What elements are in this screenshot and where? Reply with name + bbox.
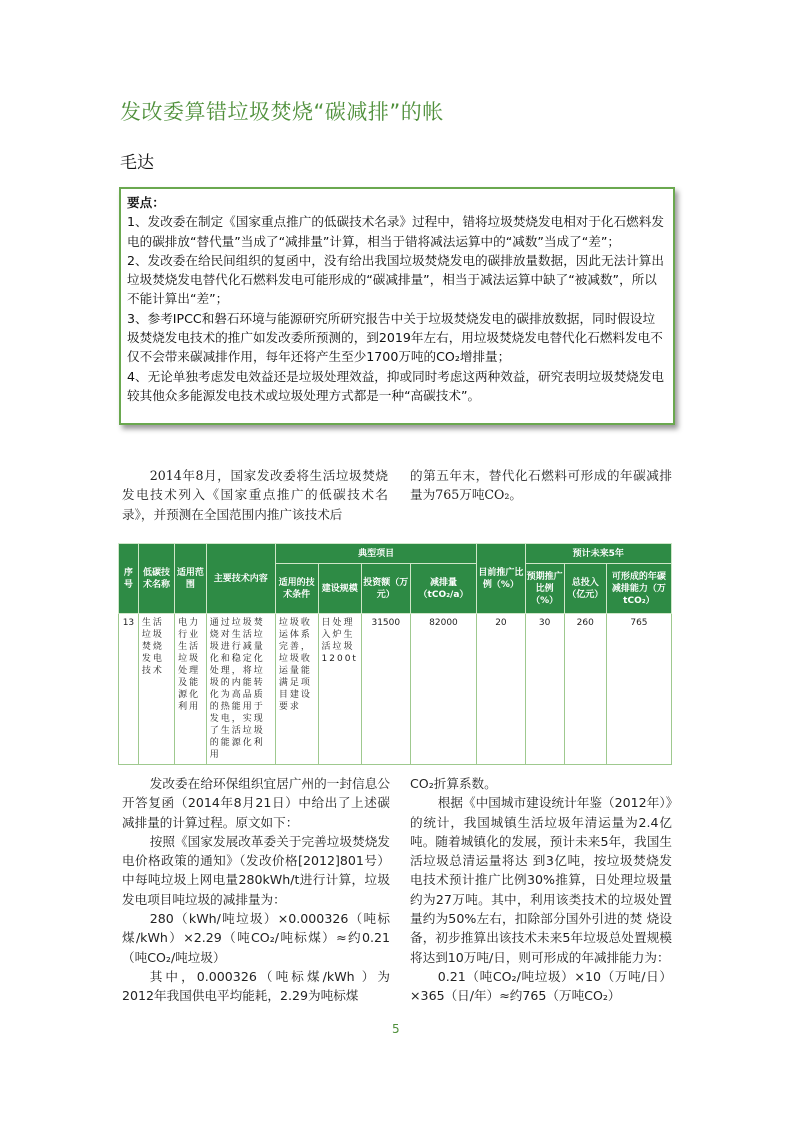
key-points-box (119, 187, 675, 425)
key-point: 4、无论单独考虑发电效益还是垃圾处理效益，抑或同时考虑这两种效益，研究表明垃圾焚烧发电较其他众多能源发电技术或垃圾处理方式都是一种“高碳技术”。 (127, 368, 664, 403)
cell-ratio: 20 (477, 614, 525, 765)
paragraph: CO₂折算系数。 (410, 776, 497, 791)
th-no: 序号 (119, 544, 139, 614)
intro-right (410, 466, 672, 505)
intro-paragraph-cont: 的第五年末，替代化石燃料可形成的年碳减排量为765万吨CO₂。 (410, 468, 672, 503)
th-cond: 适用的技术条件 (275, 564, 318, 614)
paragraph: 根据《中国城市建设统计年鉴（2012年）》的统计，我国城镇生活垃圾年清运量为2.4亿吨。随着城镇化的发展，预计未来5年，我国生活垃圾总清运量将达 到3亿吨，按垃圾焚烧发电技术预计推广比例30%推算，日处理垃圾量约为27万吨。其中，利用该类技术的垃圾处置量约为50%左右，扣除部分国外引进的焚 烧设备，初步推算出该技术未来5年垃圾总处置规模将达到10万吨/日，则可形成的年减排能力为： (410, 795, 672, 965)
body-right-column (410, 774, 672, 1006)
th-invest: 投资额（万元） (361, 564, 410, 614)
th-capacity: 可形成的年碳减排能力（万tCO₂） (606, 564, 671, 614)
cell-scale: 日处理入炉生活垃圾1200t (318, 614, 361, 765)
page-number: 5 (392, 1022, 400, 1036)
paragraph: 按照《国家发展改革委关于完善垃圾焚烧发电价格政策的通知》（发改价格[2012]801号）中每吨垃圾上网电量280kWh/t进行计算，垃圾发电项目吨垃圾的减排量为： (122, 833, 390, 907)
th-scale: 建设规模 (318, 564, 361, 614)
cell-cond: 垃圾收运体系完善，垃圾收运量能满足项目建设要求 (275, 614, 318, 765)
formula: 280（kWh/吨垃圾）×0.000326（吨标煤/kWh）×2.29（吨CO₂/吨标煤）≈约0.21（吨CO₂/吨垃圾） (122, 911, 390, 965)
th-total: 总投入（亿元） (564, 564, 606, 614)
article-title: 发改委算错垃圾焚烧“碳减排”的帐 (120, 100, 444, 124)
cell-name: 生活垃圾焚烧发电技术 (138, 614, 174, 765)
cell-scope: 电力行业生活垃圾处理及能源化利用 (175, 614, 207, 765)
key-point: 3、参考IPCC和磐石环境与能源研究所研究报告中关于垃圾焚烧发电的碳排放数据，同时假设垃圾焚烧发电技术的推广如发改委所预测的，到2019年左右，用垃圾焚烧发电替代化石燃料发电不仅不会带来碳减排作用，每年还将产生至少1700万吨的CO₂增排量； (127, 310, 663, 365)
key-point: 2、发改委在给民间组织的复函中，没有给出我国垃圾焚烧发电的碳排放量数据，因此无法计算出垃圾焚烧发电替代化石燃料发电可能形成的“碳减排量”，相当于减法运算中缺了“被减数”，所以不能计算出“差”； (127, 252, 664, 307)
body-left-column (122, 774, 390, 1006)
th-future: 预计未来5年 (525, 544, 671, 564)
cell-content: 通过垃圾焚烧对生活垃圾进行减量化和稳定化处理，将垃圾的内能转化为高品质的热能用于发电，实现了生活垃圾的能源化利用 (206, 614, 275, 765)
paragraph: 发改委在给环保组织宜居广州的一封信息公开答复函（2014年8月21日）中给出了上述碳减排量的计算过程。原文如下： (122, 776, 390, 830)
th-reduce: 减排量（tCO₂/a） (410, 564, 477, 614)
low-carbon-tech-table (118, 543, 672, 765)
key-points-heading: 要点： (127, 195, 165, 210)
key-point: 1、发改委在制定《国家重点推广的低碳技术名录》过程中，错将垃圾焚烧发电相对于化石燃料发电的碳排放“替代量”当成了“减排量”计算，相当于错将减法运算中的“减数”当成了“差”； (127, 214, 664, 249)
cell-exp-ratio: 30 (525, 614, 564, 765)
cell-capacity: 765 (606, 614, 671, 765)
th-name: 低碳技术名称 (138, 544, 174, 614)
cell-reduce: 82000 (410, 614, 477, 765)
cell-no: 13 (119, 614, 139, 765)
th-content: 主要技术内容 (206, 544, 275, 614)
intro-left (122, 466, 388, 524)
cell-invest: 31500 (361, 614, 410, 765)
th-scope: 适用范围 (175, 544, 207, 614)
paragraph: 其中，0.000326（吨标煤/kWh ）为2012年我国供电平均能耗，2.29为吨标煤 (122, 968, 390, 1004)
table-row (119, 614, 672, 765)
author: 毛达 (120, 153, 154, 173)
th-ratio: 目前推广比例（%） (477, 544, 525, 614)
intro-paragraph: 2014年8月，国家发改委将生活垃圾焚烧发电技术列入《国家重点推广的低碳技术名录》，并预测在全国范围内推广该技术后 (122, 468, 388, 522)
th-exp-ratio: 预期推广比例（%） (525, 564, 564, 614)
formula: 0.21（吨CO₂/吨垃圾）×10（万吨/日）×365（日/年）≈约765（万吨CO₂） (410, 968, 672, 1004)
cell-total: 260 (564, 614, 606, 765)
th-typical: 典型项目 (275, 544, 476, 564)
